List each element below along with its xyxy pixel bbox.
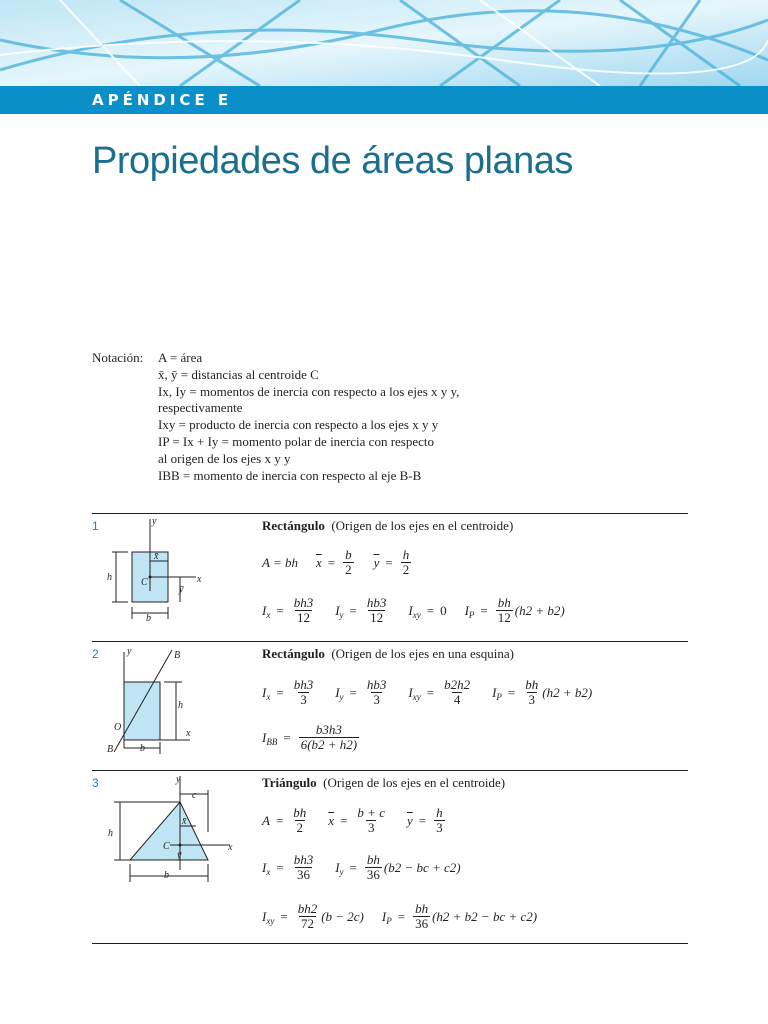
fig-label: x̄ [154,551,159,562]
frac-num: bh [497,595,511,610]
divider [92,513,688,514]
frac-num: h [436,805,443,820]
frac-num: hb3 [366,677,387,692]
frac-den: 3 [367,820,375,835]
fig-label: h [107,572,112,583]
equation-row: $I_{xy}$ = $\frac{bh2}{72}$ (b − 2c) $I_P$ = $\frac{bh}{36}$ (h2 + b2 − bc + c2) [262,901,538,931]
eq-tail: (b2 − bc + c2) [383,859,461,875]
frac-num: b + c [357,805,385,820]
frac-den: 3 [436,820,443,835]
notation-label: Notación: [92,350,144,365]
page-title: Propiedades de áreas planas [92,140,573,182]
frac-den: 12 [497,610,511,625]
notation-line: respectivamente [158,400,243,416]
frac-den: 12 [296,610,310,625]
divider [92,641,688,642]
equation-row: $I_x$ = $\frac{bh3}{12}$ $I_y$ = $\frac{hb3}{12}$ $I_{xy}$ = 0 $I_P$ = $\frac{bh}{12}$ (h2 + b2) [262,595,565,625]
frac-num: bh [293,805,307,820]
eq-tail: (b − 2c) [321,908,364,924]
frac-den: 4 [453,692,461,707]
fig-label: x̄ [182,816,187,827]
frac-den: 36 [296,867,310,882]
fig-label: C [163,841,170,852]
frac-num: bh [415,901,429,916]
fig-label: x [186,728,191,739]
rectangle-centroid-figure [100,515,210,633]
fig-label: O [114,722,122,733]
fig-label: y [152,516,157,527]
eq-value: 0 [440,602,447,618]
case-name: Rectángulo [262,646,325,661]
frac-num: b3h3 [315,722,342,737]
frac-den: 2 [402,562,410,577]
fig-label: b [140,743,145,754]
frac-den: 2 [345,562,352,577]
equation-row: $I_x$ = $\frac{bh3}{3}$ $I_y$ = $\frac{hb3}{3}$ $I_{xy}$ = $\frac{b2h2}{4}$ $I_P$ = $\frac{bh}{3}$ (h2 + b2) [262,677,593,707]
equation-row: A = bh $\overline{x}$ = $\frac{b}{2}$ $\overline{y}$ = $\frac{h}{2}$ [262,547,410,577]
fig-label: C [141,577,148,588]
case-number: 1 [92,519,99,533]
appendix-bar [0,86,768,114]
case-name: Triángulo [262,775,317,790]
case-number: 3 [92,776,99,790]
notation-line: IP = Ix + Iy = momento polar de inercia con respecto [158,433,435,449]
fig-label: ȳ [177,850,182,861]
fig-label: y [127,646,132,657]
case-caption [262,518,513,534]
frac-num: b2h2 [444,677,471,692]
fig-label: y [176,774,181,785]
fig-label: h [108,828,113,839]
eq-tail: (h2 + b2) [514,602,565,618]
frac-den: 3 [300,692,307,707]
fig-label: x [228,842,233,853]
notation-line: IBB = momento de inercia con respecto al eje B-B [158,467,422,483]
triangle-figure [100,772,240,890]
fig-label: B [174,650,181,661]
case-number: 2 [92,647,99,661]
rectangle-corner-figure [100,644,210,758]
case-note: (Origen de los ejes en una esquina) [331,646,515,661]
case-caption [262,646,514,662]
fig-label: b [164,870,169,881]
fig-label: ȳ [179,584,184,595]
frac-num: bh3 [293,595,314,610]
frac-num: bh [366,852,380,867]
notation-line: Ix, Iy = momentos de inercia con respecto a los ejes x y y, [158,383,460,399]
notation-line: al origen de los ejes x y y [158,450,291,466]
frac-den: 36 [366,867,380,882]
frac-den: 72 [300,916,314,931]
frac-num: b [345,547,352,562]
fig-label: B [107,744,114,755]
fig-label: h [178,700,183,711]
case-note: (Origen de los ejes en el centroide) [331,518,514,533]
eq-tail: (h2 + b2) [542,684,593,700]
case-note: (Origen de los ejes en el centroide) [323,775,506,790]
frac-den: 2 [296,820,304,835]
frac-num: bh [525,677,539,692]
case-caption [262,775,505,791]
equation-row: $I_{BB}$ = $\frac{b3h3}{6(b2 + h2)}$ [262,722,358,752]
frac-den: 6(b2 + h2) [300,737,358,752]
header-banner-image [0,0,768,86]
fig-label: b [146,613,151,624]
divider [92,770,688,771]
frac-num: bh2 [297,901,318,916]
frac-den: 36 [415,916,429,931]
fig-label: x [197,574,202,585]
frac-num: bh3 [293,677,314,692]
appendix-label: APÉNDICE E [92,91,233,109]
equation-row: A = $\frac{bh}{2}$ $\overline{x}$ = $\frac{b + c}{3}$ $\overline{y}$ = $\frac{h}{3}$ [262,805,443,835]
frac-num: h [402,547,410,562]
frac-den: 3 [373,692,380,707]
case-name: Rectángulo [262,518,325,533]
notation-line: x̄, ȳ = distancias al centroide C [158,366,319,382]
eq-area: A = bh [262,554,298,570]
notation-line: Ixy = producto de inercia con respecto a los ejes x y y [158,417,439,433]
eq-tail: (h2 + b2 − bc + c2) [432,908,538,924]
frac-num: hb3 [366,595,387,610]
divider [92,943,688,944]
fig-label: c [192,790,197,801]
frac-den: 3 [528,692,535,707]
equation-row: $I_x$ = $\frac{bh3}{36}$ $I_y$ = $\frac{bh}{36}$ (b2 − bc + c2) [262,852,461,882]
notation-line: A = área [158,350,203,365]
frac-num: bh3 [293,852,314,867]
frac-den: 12 [370,610,384,625]
